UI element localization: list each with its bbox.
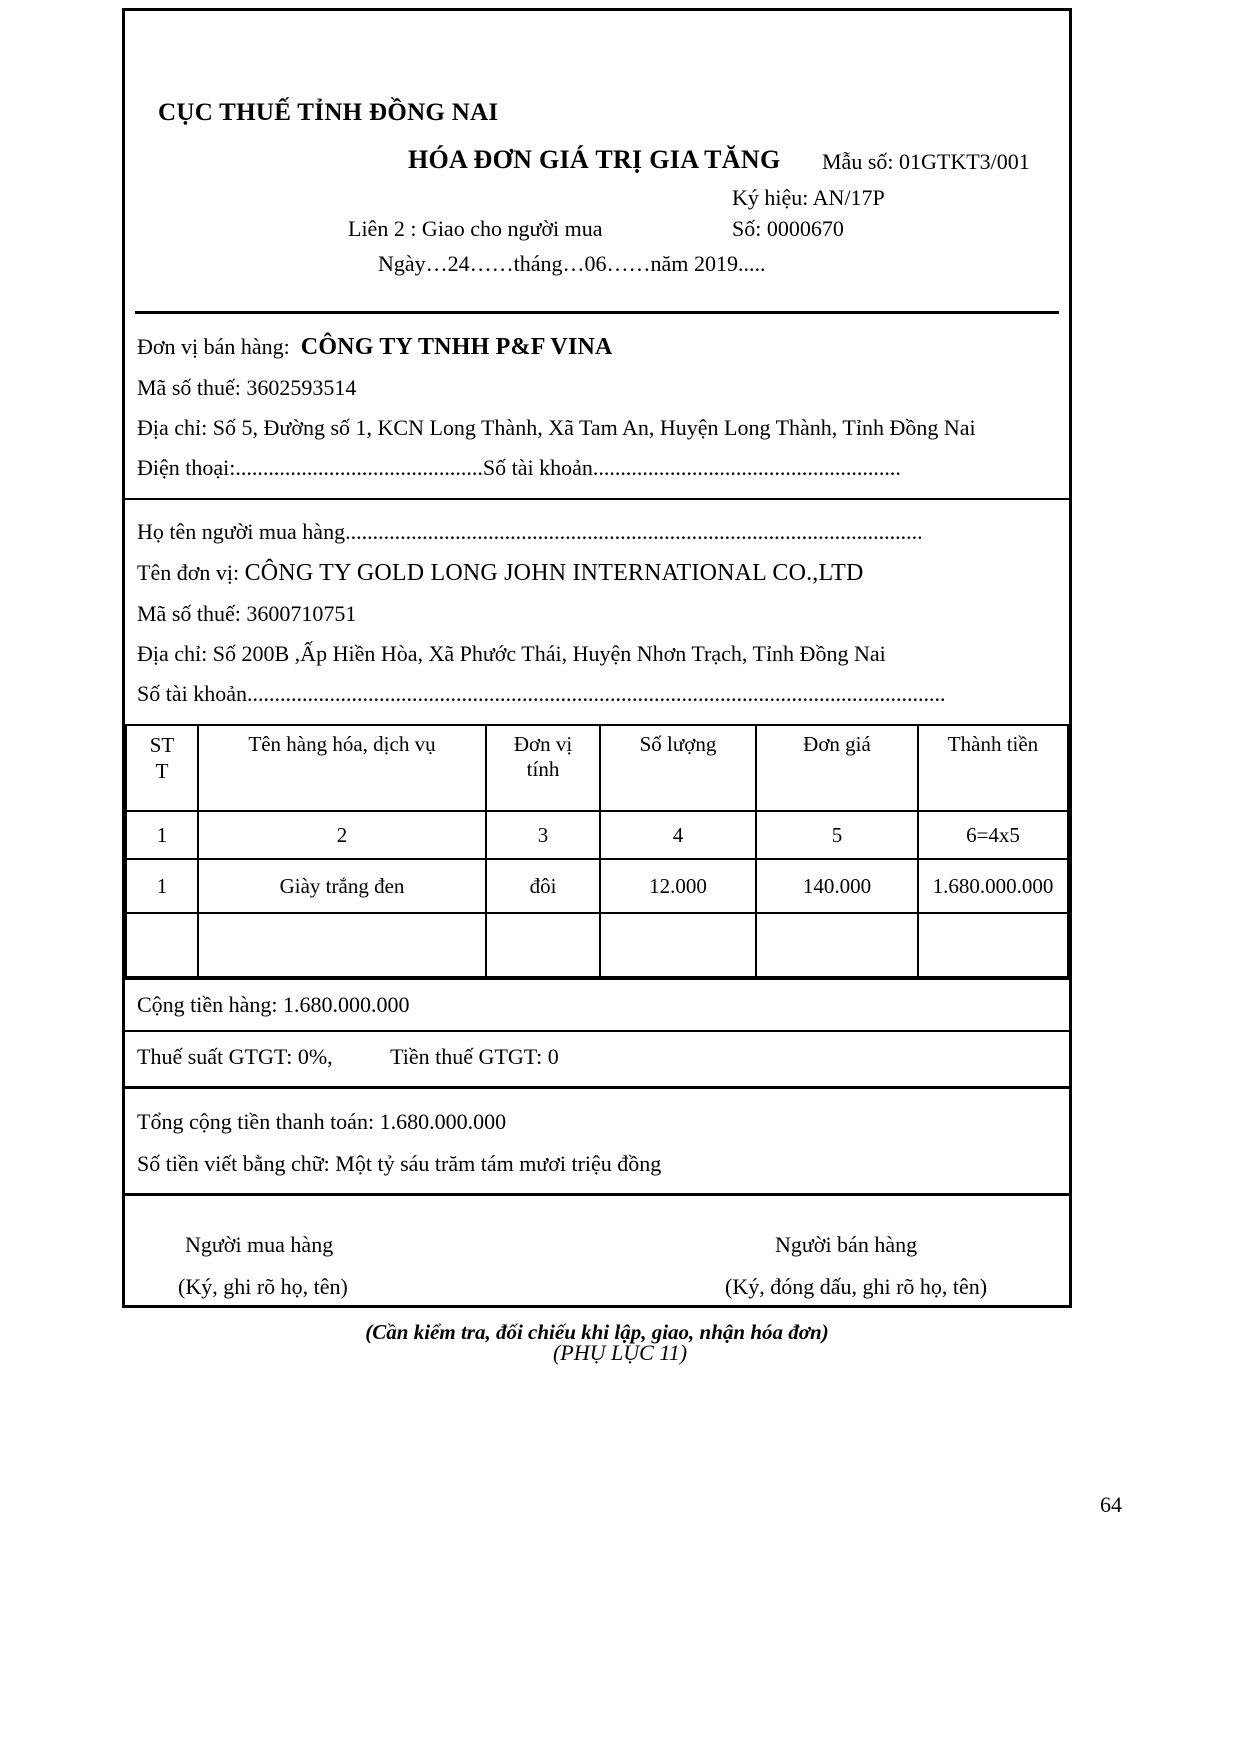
seller-tax-code-label: Mã số thuế: bbox=[137, 375, 241, 400]
seller-address-value: Số 5, Đường số 1, KCN Long Thành, Xã Tam An, Huyện Long Thành, Tỉnh Đồng Nai bbox=[212, 415, 976, 440]
appendix-label: (PHỤ LỤC 11) bbox=[552, 1340, 688, 1365]
numbering-cell-3: 3 bbox=[486, 811, 600, 859]
subtotal-value: 1.680.000.000 bbox=[283, 992, 410, 1017]
seller-account-dots: ........................................................ bbox=[592, 455, 901, 480]
buyer-unit-row bbox=[125, 552, 1069, 594]
grand-total-row bbox=[125, 1101, 1069, 1143]
buyer-tax-code-label: Mã số thuế: bbox=[137, 601, 241, 626]
buyer-signature-title: Người mua hàng bbox=[185, 1232, 334, 1257]
seller-phone-label: Điện thoại: bbox=[137, 455, 236, 480]
numbering-cell-5: 5 bbox=[756, 811, 918, 859]
tax-row bbox=[125, 1030, 1069, 1086]
page-number: 64 bbox=[1100, 1492, 1122, 1517]
subtotal-row bbox=[125, 978, 1069, 1030]
empty-cell-quantity bbox=[600, 913, 756, 977]
date-month: 06 bbox=[584, 251, 607, 276]
invoice-header bbox=[125, 11, 1069, 311]
column-header-stt bbox=[126, 725, 198, 811]
seller-unit-row bbox=[125, 326, 1069, 368]
table-numbering-row bbox=[126, 811, 1068, 859]
form-number: Mẫu số: 01GTKT3/001 bbox=[822, 149, 1030, 174]
row-quantity: 12.000 bbox=[600, 859, 756, 913]
date-day: 24 bbox=[447, 251, 470, 276]
seller-contact-row bbox=[125, 448, 1069, 488]
date-year-label: ……năm bbox=[606, 251, 689, 276]
tax-amount-label: Tiền thuế GTGT: bbox=[390, 1044, 543, 1069]
buyer-unit-name: CÔNG TY GOLD LONG JOHN INTERNATIONAL CO.,LTD bbox=[244, 560, 864, 586]
seller-address-row bbox=[125, 408, 1069, 448]
buyer-person-row bbox=[125, 512, 1069, 552]
date-month-label: ……tháng… bbox=[469, 251, 585, 276]
tax-department-name: CỤC THUẾ TỈNH ĐỒNG NAI bbox=[158, 99, 499, 126]
invoice-date-line bbox=[378, 251, 765, 277]
row-amount: 1.680.000.000 bbox=[918, 859, 1068, 913]
buyer-address-value: Số 200B ,Ấp Hiền Hòa, Xã Phước Thái, Huyện Nhơn Trạch, Tỉnh Đồng Nai bbox=[212, 641, 886, 666]
invoice-document bbox=[122, 8, 1072, 1344]
buyer-account-row bbox=[125, 674, 1069, 714]
grand-total-label: Tổng cộng tiền thanh toán: bbox=[137, 1109, 375, 1134]
amount-in-words-value: Một tỷ sáu trăm tám mươi triệu đồng bbox=[335, 1151, 662, 1176]
date-year: 2019 bbox=[693, 251, 738, 276]
tax-amount-value: 0 bbox=[547, 1044, 559, 1069]
seller-unit-name: CÔNG TY TNHH P&F VINA bbox=[300, 334, 613, 360]
buyer-tax-code-value: 3600710751 bbox=[246, 601, 357, 626]
column-header-name: Tên hàng hóa, dịch vụ bbox=[198, 725, 486, 811]
signature-note: (Cần kiểm tra, đối chiếu khi lập, giao, nhận hóa đơn) bbox=[365, 1320, 829, 1344]
column-header-stt-line2: T bbox=[155, 759, 169, 784]
seller-signature-subtitle: (Ký, đóng dấu, ghi rõ họ, tên) bbox=[725, 1274, 988, 1299]
invoice-items-table bbox=[125, 724, 1069, 978]
column-header-unit-line2: tính bbox=[526, 757, 560, 781]
buyer-person-label: Họ tên người mua hàng bbox=[137, 519, 346, 544]
table-row bbox=[126, 859, 1068, 913]
empty-cell-name bbox=[198, 913, 486, 977]
table-row-empty bbox=[126, 913, 1068, 977]
seller-signature-title: Người bán hàng bbox=[775, 1232, 918, 1257]
column-header-quantity: Số lượng bbox=[600, 725, 756, 811]
empty-cell-stt bbox=[126, 913, 198, 977]
amount-in-words-row bbox=[125, 1143, 1069, 1185]
amount-in-words-label: Số tiền viết bằng chữ: bbox=[137, 1151, 330, 1176]
grand-total-value: 1.680.000.000 bbox=[379, 1109, 507, 1134]
seller-section bbox=[125, 314, 1069, 498]
empty-cell-unit-price bbox=[756, 913, 918, 977]
column-header-unit bbox=[486, 725, 600, 811]
buyer-address-label: Địa chỉ: bbox=[137, 641, 208, 666]
invoice-copy-line: Liên 2 : Giao cho người mua bbox=[348, 216, 603, 241]
subtotal-label: Cộng tiền hàng: bbox=[137, 992, 278, 1017]
seller-account-label: Số tài khoản bbox=[482, 455, 593, 480]
tax-rate-label: Thuế suất GTGT: bbox=[137, 1044, 293, 1069]
date-suffix: ..... bbox=[737, 251, 766, 276]
seller-tax-code-row bbox=[125, 368, 1069, 408]
numbering-cell-1: 1 bbox=[126, 811, 198, 859]
buyer-section bbox=[125, 500, 1069, 724]
row-unit-price: 140.000 bbox=[756, 859, 918, 913]
column-header-amount: Thành tiền bbox=[918, 725, 1068, 811]
column-header-unit-line1: Đơn vị bbox=[513, 732, 573, 756]
numbering-cell-2: 2 bbox=[198, 811, 486, 859]
tax-rate-value: 0%, bbox=[297, 1044, 333, 1069]
row-unit: đôi bbox=[486, 859, 600, 913]
empty-cell-unit bbox=[486, 913, 600, 977]
row-item-name: Giày trắng đen bbox=[198, 859, 486, 913]
seller-phone-dots: ............................................. bbox=[235, 455, 483, 480]
grand-total-section bbox=[125, 1086, 1069, 1193]
numbering-cell-6: 6=4x5 bbox=[918, 811, 1068, 859]
buyer-unit-label: Tên đơn vị: bbox=[137, 560, 240, 585]
seller-address-label: Địa chỉ: bbox=[137, 415, 208, 440]
seller-unit-label: Đơn vị bán hàng: bbox=[137, 334, 290, 359]
buyer-person-dots: ......................................................................................................... bbox=[345, 519, 923, 544]
table-header-row bbox=[126, 725, 1068, 811]
row-stt: 1 bbox=[126, 859, 198, 913]
numbering-cell-4: 4 bbox=[600, 811, 756, 859]
column-header-unit-price: Đơn giá bbox=[756, 725, 918, 811]
buyer-account-dots: ............................................................................................................................... bbox=[247, 681, 946, 706]
date-prefix: Ngày… bbox=[378, 251, 448, 276]
invoice-serial: Ký hiệu: AN/17P bbox=[732, 185, 885, 210]
page-title: HÓA ĐƠN GIÁ TRỊ GIA TĂNG bbox=[408, 145, 781, 174]
invoice-number: Số: 0000670 bbox=[732, 216, 844, 241]
column-header-stt-line1: ST bbox=[149, 733, 175, 757]
buyer-signature-subtitle: (Ký, ghi rõ họ, tên) bbox=[178, 1274, 348, 1299]
seller-tax-code-value: 3602593514 bbox=[246, 375, 357, 400]
buyer-account-label: Số tài khoản bbox=[137, 681, 247, 706]
empty-cell-amount bbox=[918, 913, 1068, 977]
buyer-address-row bbox=[125, 634, 1069, 674]
buyer-tax-code-row bbox=[125, 594, 1069, 634]
